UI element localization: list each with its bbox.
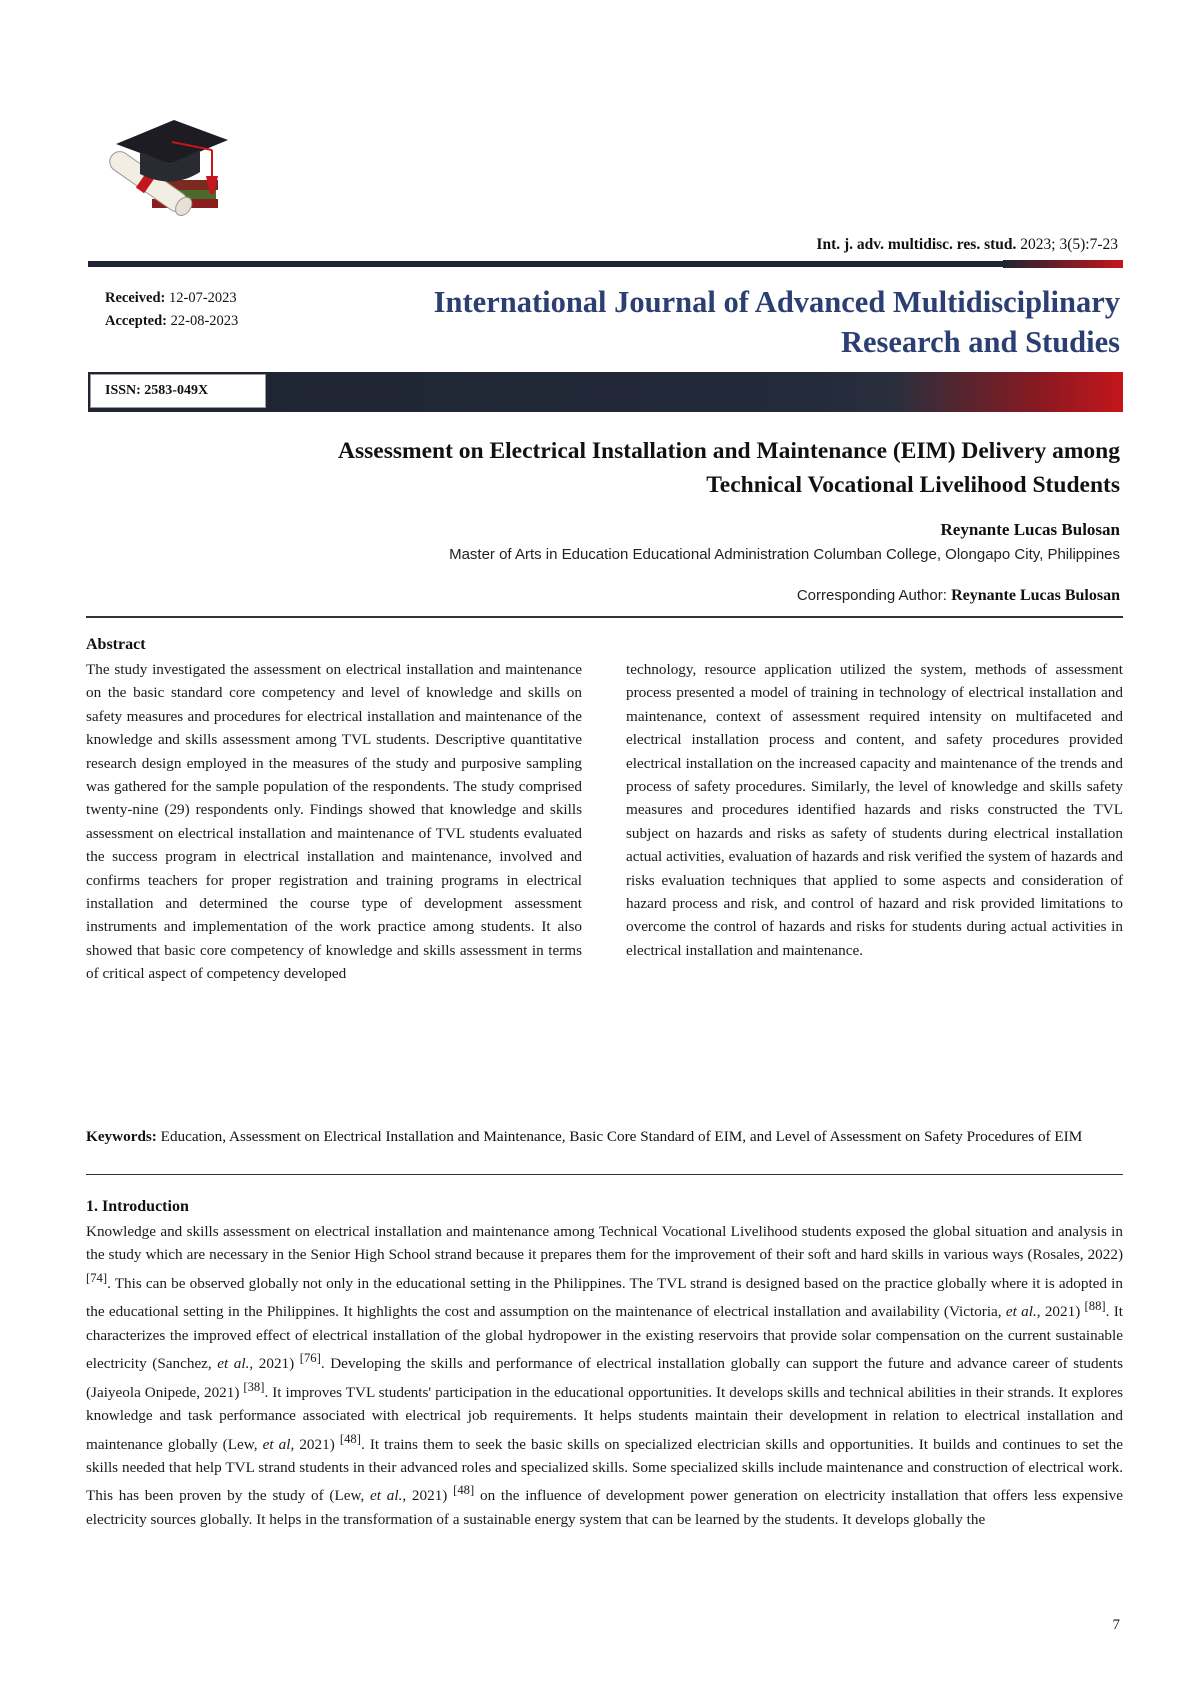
reference-48[interactable]: [48]: [339, 1431, 361, 1446]
keywords-divider: [86, 1174, 1123, 1175]
abstract-heading: Abstract: [86, 636, 146, 653]
introduction-heading: 1. Introduction: [86, 1198, 189, 1215]
header-rule: [88, 261, 1123, 267]
article-title-line1: Assessment on Electrical Installation and Maintenance (EIM) Delivery among: [338, 438, 1120, 464]
received-label: Received:: [105, 290, 166, 306]
article-title: [120, 434, 1120, 502]
keywords-label: Keywords:: [86, 1128, 157, 1145]
received-line: [105, 287, 238, 310]
reference-38[interactable]: [38]: [243, 1379, 265, 1394]
author-affiliation: Master of Arts in Education Educational Administration Columban College, Olongapo City, Philippines: [449, 546, 1120, 563]
keywords: [86, 1125, 1123, 1148]
reference-74[interactable]: [74]: [86, 1270, 108, 1285]
journal-title: [434, 282, 1120, 362]
accepted-date: 22-08-2023: [170, 313, 239, 329]
page-number: 7: [1112, 1617, 1120, 1633]
citation-volume: 2023; 3(5):7-23: [1016, 236, 1118, 253]
reference-88[interactable]: [88]: [1084, 1299, 1106, 1314]
abstract-left-column: The study investigated the assessment on electrical installation and maintenance on the basic standard core competency and level of knowledge and skills on safety measures and procedures for electrical installation and maintenance of the knowledge and skills assessment among TVL students. Descriptive quantitative research design employed in the measures of the study and purposive sampling was gathered for the sample population of the respondents. The study comprised twenty-nine (29) respondents only. Findings showed that knowledge and skills assessment on electrical installation and maintenance of TVL students evaluated the success program in electrical installation and maintenance, involved and confirms teachers for proper registration and training programs in electrical installation and determined the course type of development assessment instruments and implementation of the work practice among students. It also showed that basic core competency of knowledge and skills assessment in terms of critical aspect of competency developed: [86, 661, 582, 983]
reference-48b[interactable]: [48]: [453, 1483, 475, 1498]
keywords-text: Education, Assessment on Electrical Installation and Maintenance, Basic Core Standard of EIM, and Level of Assessment on Safety Procedures of EIM: [156, 1128, 1083, 1145]
section-divider: [86, 616, 1123, 618]
corresponding-name: Reynante Lucas Bulosan: [951, 587, 1120, 604]
citation-line: [816, 236, 1118, 254]
abstract-right-column: technology, resource application utilized the system, methods of assessment process presented a model of training in technology of electrical installation and maintenance, context of assessment required intensity on multifaceted and electrical installation process and content, and safety procedures provided electrical installation on the increased capacity and maintenance of the trends and process of safety procedures. Similarly, the level of knowledge and skills safety measures and procedures identified hazards and risks constructed the TVL subject on hazards and risks as safety of students during electrical installation actual activities, evaluation of hazards and risk verified the system of hazards and risks evaluation techniques that applied to some aspects and consideration of hazard process and risk, and control of hazard and risk provided limitations to overcome the control of hazards and risks for students during actual activities in electrical installation and maintenance.: [626, 661, 1123, 959]
corresponding-author: [797, 587, 1120, 605]
accepted-label: Accepted:: [105, 313, 168, 329]
corresponding-label: Corresponding Author:: [796, 587, 952, 604]
author-name: Reynante Lucas Bulosan: [940, 520, 1120, 539]
journal-title-line1: International Journal of Advanced Multidisciplinary: [433, 285, 1120, 319]
journal-logo: [96, 110, 230, 226]
introduction-paragraph: Knowledge and skills assessment on electrical installation and maintenance among Technical Vocational Livelihood students exposed the global situation and analysis in the study which are necessary in the Senior High School strand because it prepares them for the improvement of their soft and hard skills in various ways (Rosales, 2022) [74]. This can be observed globally not only in the educational setting in the Philippines. The TVL strand is designed based on the practice globally where it is adopted in the educational setting in the Philippines. It highlights the cost and assumption on the maintenance of electrical installation and availability (Victoria, et al., 2021) [88]. It characterizes the improved effect of electrical installation of the global hydropower in the existing reservoirs that provide solar compensation on the current sustainable electricity (Sanchez, et al., 2021) [76]. Developing the skills and performance of electrical installation globally can support the future and advance career of students (Jaiyeola Onipede, 2021) [38]. It improves TVL students' participation in the educational opportunities. It develops skills and technical abilities in their strands. It explores knowledge and task performance associated with electrical job requirements. It helps students maintain their development in relation to electrical installation and maintenance globally (Lew, et al, 2021) [48]. It trains them to seek the basic skills on specialized electrician skills and opportunities. It builds and continues to set the skills needed that help TVL strand students in their advanced roles and specialized skills. Some specialized skills include maintenance and construction of electrical work. This has been proven by the study of (Lew, et al., 2021) [48] on the influence of development power generation on electricity installation that offers less expensive electricity sources globally. It helps in the transformation of a sustainable energy system that can be learned by the students. It develops globally the: [86, 1223, 1124, 1528]
issn-label: ISSN: 2583-049X: [90, 374, 266, 408]
citation-journal: Int. j. adv. multidisc. res. stud.: [816, 236, 1017, 253]
journal-title-line2: Research and Studies: [840, 325, 1120, 359]
accepted-line: [105, 310, 238, 333]
dates-block: [105, 287, 238, 333]
reference-76[interactable]: [76]: [299, 1351, 321, 1366]
received-date: 12-07-2023: [169, 290, 237, 306]
article-title-line2: Technical Vocational Livelihood Students: [706, 472, 1120, 498]
